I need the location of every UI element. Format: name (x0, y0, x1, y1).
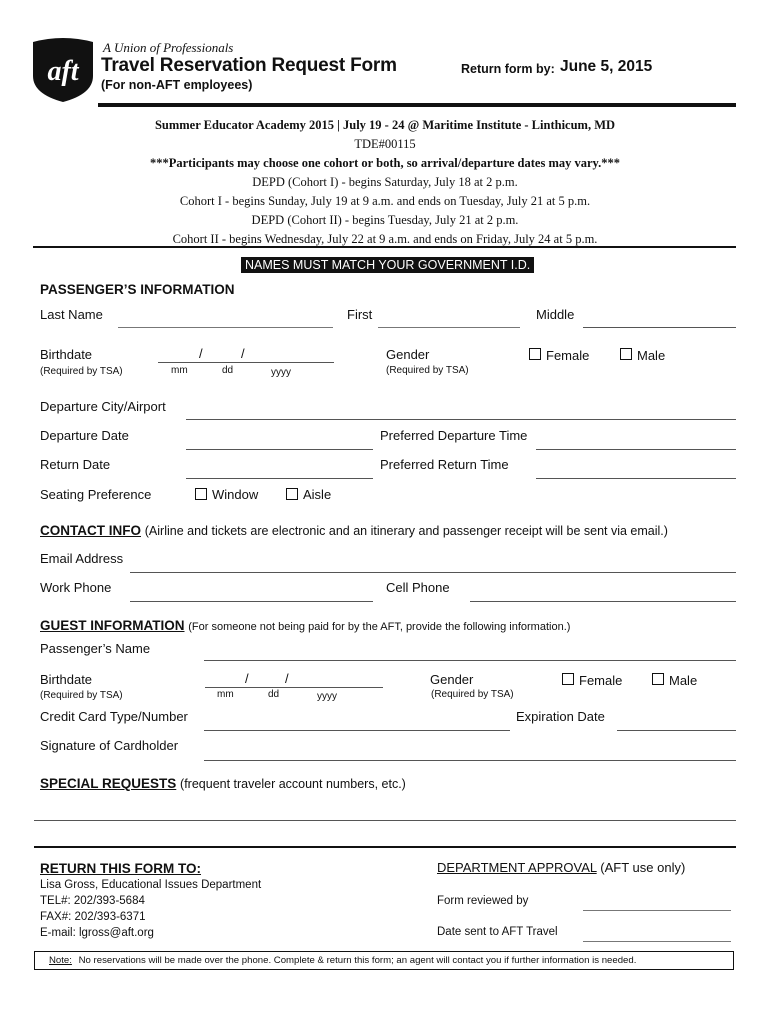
departure-city-line (186, 419, 736, 420)
credit-card-label: Credit Card Type/Number (40, 709, 188, 724)
cell-phone-line (470, 601, 736, 602)
contact-heading (40, 523, 668, 538)
footer-divider (34, 846, 736, 848)
work-phone-label: Work Phone (40, 580, 112, 595)
date-sent-label: Date sent to AFT Travel (437, 926, 558, 938)
guest-female-checkbox[interactable] (562, 673, 574, 685)
aisle-checkbox[interactable] (286, 488, 298, 500)
preferred-departure-time-line (536, 449, 736, 450)
first-name-input[interactable] (380, 310, 518, 326)
birthdate-label: Birthdate (40, 347, 93, 362)
form-title: Travel Reservation Request Form (101, 55, 397, 76)
credit-card-line (204, 730, 510, 731)
guest-female-label: Female (579, 673, 623, 688)
approval-heading-text: DEPARTMENT APPROVAL (437, 860, 597, 875)
email-label: Email Address (40, 551, 124, 566)
birthdate-slash-1: / (199, 346, 203, 361)
work-phone-line (130, 601, 373, 602)
window-checkbox[interactable] (195, 488, 207, 500)
expiration-label: Expiration Date (516, 709, 605, 724)
date-sent-input[interactable] (585, 924, 728, 940)
event-rule (33, 246, 736, 248)
birthdate-tsa-note: (Required by TSA) (40, 366, 123, 377)
note-text: No reservations will be made over the phone. Complete & return this form; an agent will contact you if further information is needed. (78, 955, 637, 966)
preferred-return-time-label: Preferred Return Time (380, 457, 509, 472)
return-date-input[interactable] (188, 460, 370, 476)
male-label: Male (637, 348, 666, 363)
aft-logo (27, 36, 99, 104)
gender-tsa-note: (Required by TSA) (386, 365, 469, 376)
birthdate-slash-2: / (241, 346, 245, 361)
guest-name-label: Passenger’s Name (40, 641, 151, 656)
special-requests-line (34, 820, 736, 821)
middle-name-line (583, 327, 736, 328)
signature-line (204, 760, 736, 761)
form-reviewed-input[interactable] (585, 893, 728, 909)
guest-male-checkbox[interactable] (652, 673, 664, 685)
event-line-4: DEPD (Cohort I) - begins Saturday, July 18 at 2 p.m. (252, 175, 518, 189)
last-name-label: Last Name (40, 307, 103, 322)
birthdate-mm: mm (171, 365, 188, 376)
departure-city-label: Departure City/Airport (40, 399, 166, 414)
logo-text: aft (47, 56, 79, 87)
approval-description: (AFT use only) (600, 860, 686, 875)
date-sent-line (583, 941, 731, 942)
signature-label: Signature of Cardholder (40, 738, 179, 753)
guest-birthdate-dd: dd (268, 689, 280, 700)
guest-heading-text: GUEST INFORMATION (40, 618, 185, 633)
email-line (130, 572, 736, 573)
guest-birthdate-yyyy: yyyy (317, 691, 337, 702)
departure-date-label: Departure Date (40, 428, 129, 443)
event-line-5: Cohort I - begins Sunday, July 19 at 9 a.m. and ends on Tuesday, July 21 at 5 p.m. (179, 194, 591, 208)
cell-phone-input[interactable] (472, 583, 732, 599)
return-date-line (186, 478, 373, 479)
first-name-label: First (347, 307, 373, 322)
guest-birthdate-mm: mm (217, 689, 234, 700)
guest-gender-label: Gender (430, 672, 474, 687)
form-subtitle: (For non-AFT employees) (101, 78, 253, 92)
gender-label: Gender (386, 347, 430, 362)
contact-description: (Airline and tickets are electronic and an itinerary and passenger receipt will be sent via email.) (144, 524, 668, 538)
preferred-return-time-input[interactable] (538, 460, 733, 476)
expiration-input[interactable] (619, 712, 733, 728)
passenger-heading: PASSENGER’S INFORMATION (40, 282, 235, 297)
last-name-line (118, 327, 333, 328)
preferred-return-time-line (536, 478, 736, 479)
special-requests-heading (40, 776, 406, 791)
guest-birthdate-input[interactable] (207, 671, 379, 687)
event-line-6: DEPD (Cohort II) - begins Tuesday, July 21 at 2 p.m. (251, 213, 519, 227)
work-phone-input[interactable] (132, 583, 370, 599)
return-to-line-4: E-mail: lgross@aft.org (40, 927, 154, 939)
contact-heading-text: CONTACT INFO (40, 523, 141, 538)
guest-gender-tsa-note: (Required by TSA) (431, 689, 514, 700)
window-label: Window (212, 487, 259, 502)
male-checkbox[interactable] (620, 348, 632, 360)
guest-birthdate-slash-2: / (285, 671, 289, 686)
guest-birthdate-tsa-note: (Required by TSA) (40, 690, 123, 701)
return-by-label: Return form by: (461, 62, 555, 76)
guest-name-line (204, 660, 736, 661)
return-to-line-1: Lisa Gross, Educational Issues Department (40, 879, 262, 891)
expiration-line (617, 730, 736, 731)
note-label: Note: (49, 955, 72, 966)
birthdate-line (158, 362, 334, 363)
guest-birthdate-label: Birthdate (40, 672, 93, 687)
female-checkbox[interactable] (529, 348, 541, 360)
return-to-line-3: FAX#: 202/393-6371 (40, 911, 146, 923)
departure-date-input[interactable] (188, 431, 370, 447)
first-name-line (378, 327, 520, 328)
middle-name-input[interactable] (585, 310, 733, 326)
id-banner: NAMES MUST MATCH YOUR GOVERNMENT I.D. (241, 257, 534, 273)
preferred-departure-time-label: Preferred Departure Time (380, 428, 528, 443)
return-by-date: June 5, 2015 (560, 58, 653, 75)
guest-name-input[interactable] (206, 642, 732, 658)
aisle-label: Aisle (303, 487, 332, 502)
event-line-3: ***Participants may choose one cohort or both, so arrival/departure dates may vary.*** (150, 156, 620, 170)
event-line-7: Cohort II - begins Wednesday, July 22 at 9 a.m. and ends on Friday, July 24 at 5 p.m. (172, 232, 598, 246)
departure-date-line (186, 449, 373, 450)
credit-card-input[interactable] (206, 712, 506, 728)
event-line-2: TDE#00115 (354, 137, 416, 151)
special-requests-input[interactable] (36, 802, 732, 818)
cell-phone-label: Cell Phone (386, 580, 450, 595)
guest-male-label: Male (669, 673, 698, 688)
last-name-input[interactable] (120, 310, 330, 326)
special-requests-heading-text: SPECIAL REQUESTS (40, 776, 177, 791)
tagline: A Union of Professionals (103, 40, 234, 55)
birthdate-yyyy: yyyy (271, 367, 291, 378)
guest-heading (40, 618, 570, 633)
guest-birthdate-line (205, 687, 383, 688)
preferred-departure-time-input[interactable] (538, 431, 733, 447)
return-date-label: Return Date (40, 457, 111, 472)
signature-input[interactable] (206, 742, 732, 758)
seating-preference-label: Seating Preference (40, 487, 152, 502)
event-line-1: Summer Educator Academy 2015 | July 19 - 24 @ Maritime Institute - Linthicum, MD (154, 118, 616, 132)
middle-name-label: Middle (536, 307, 575, 322)
guest-description: (For someone not being paid for by the AFT, provide the following information.) (188, 621, 571, 633)
guest-birthdate-slash-1: / (245, 671, 249, 686)
form-reviewed-label: Form reviewed by (437, 895, 529, 907)
form-reviewed-line (583, 910, 731, 911)
header-rule (98, 103, 736, 107)
birthdate-input[interactable] (160, 346, 330, 362)
departure-city-input[interactable] (188, 401, 733, 417)
email-input[interactable] (132, 554, 732, 570)
special-requests-description: (frequent traveler account numbers, etc.) (180, 777, 406, 791)
female-label: Female (546, 348, 590, 363)
birthdate-dd: dd (222, 365, 234, 376)
approval-heading (437, 860, 685, 875)
return-to-line-2: TEL#: 202/393-5684 (40, 895, 145, 907)
return-to-heading: RETURN THIS FORM TO: (40, 861, 201, 876)
note-box (34, 951, 734, 970)
